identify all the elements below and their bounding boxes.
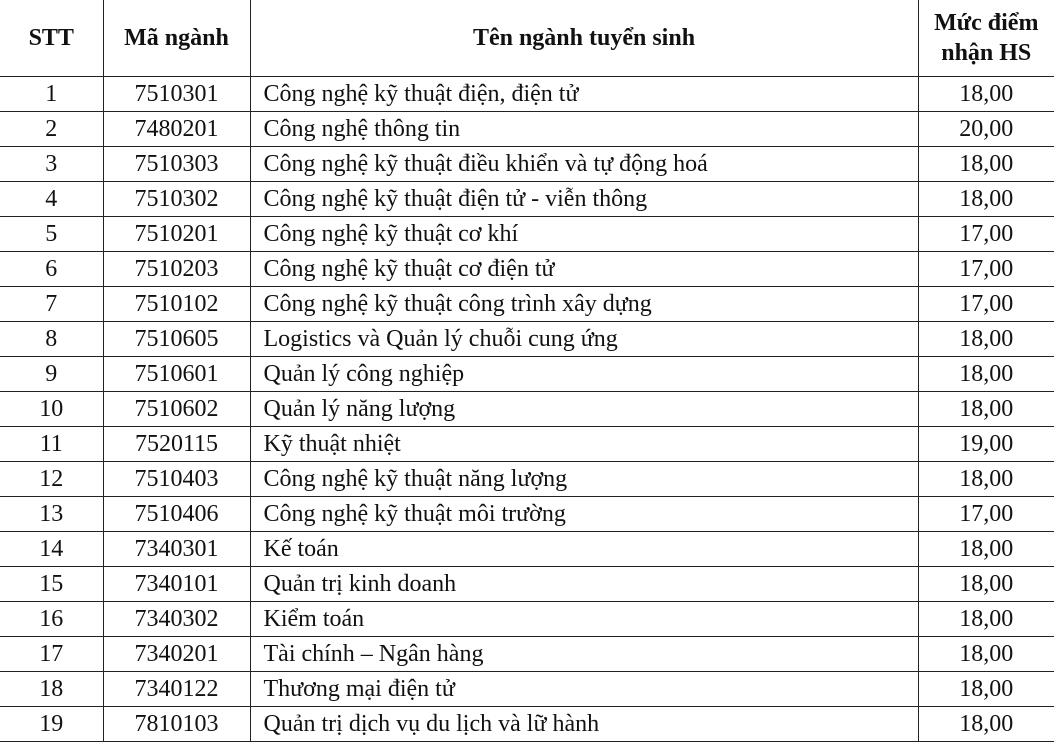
row-major-code: 7340301 (103, 532, 250, 567)
row-stt: 18 (0, 672, 103, 707)
row-major-name: Quản lý công nghiệp (250, 357, 918, 392)
table-row (0, 637, 1054, 672)
row-major-code: 7340122 (103, 672, 250, 707)
row-major-name: Công nghệ kỹ thuật năng lượng (250, 462, 918, 497)
header-row (0, 0, 1054, 77)
table-row (0, 252, 1054, 287)
row-major-code: 7510301 (103, 77, 250, 112)
row-stt: 16 (0, 602, 103, 637)
row-stt: 14 (0, 532, 103, 567)
row-major-code: 7510605 (103, 322, 250, 357)
row-score: 18,00 (918, 707, 1054, 742)
row-stt: 15 (0, 567, 103, 602)
header-stt: STT (0, 0, 103, 77)
row-major-name: Công nghệ kỹ thuật điện tử - viễn thông (250, 182, 918, 217)
row-stt: 1 (0, 77, 103, 112)
row-major-name: Công nghệ kỹ thuật công trình xây dựng (250, 287, 918, 322)
row-score: 18,00 (918, 147, 1054, 182)
row-major-name: Quản lý năng lượng (250, 392, 918, 427)
row-major-name: Quản trị kinh doanh (250, 567, 918, 602)
row-stt: 17 (0, 637, 103, 672)
row-major-name: Thương mại điện tử (250, 672, 918, 707)
row-stt: 11 (0, 427, 103, 462)
row-major-code: 7340201 (103, 637, 250, 672)
table-row (0, 217, 1054, 252)
row-major-code: 7340302 (103, 602, 250, 637)
row-major-name: Kế toán (250, 532, 918, 567)
row-major-code: 7510102 (103, 287, 250, 322)
row-major-code: 7510302 (103, 182, 250, 217)
header-score-line2: nhận HS (919, 38, 1054, 68)
table-row (0, 287, 1054, 322)
row-major-code: 7810103 (103, 707, 250, 742)
row-stt: 12 (0, 462, 103, 497)
row-major-code: 7510406 (103, 497, 250, 532)
row-stt: 7 (0, 287, 103, 322)
row-score: 17,00 (918, 497, 1054, 532)
row-major-name: Công nghệ kỹ thuật điện, điện tử (250, 77, 918, 112)
row-stt: 10 (0, 392, 103, 427)
table-row (0, 392, 1054, 427)
row-major-name: Công nghệ kỹ thuật điều khiển và tự động hoá (250, 147, 918, 182)
row-score: 18,00 (918, 602, 1054, 637)
table-row (0, 532, 1054, 567)
row-score: 20,00 (918, 112, 1054, 147)
table-row (0, 322, 1054, 357)
row-major-name: Công nghệ kỹ thuật môi trường (250, 497, 918, 532)
row-stt: 13 (0, 497, 103, 532)
table-body (0, 77, 1054, 742)
table-row (0, 77, 1054, 112)
row-score: 18,00 (918, 672, 1054, 707)
row-major-name: Tài chính – Ngân hàng (250, 637, 918, 672)
row-score: 19,00 (918, 427, 1054, 462)
row-stt: 19 (0, 707, 103, 742)
row-score: 17,00 (918, 287, 1054, 322)
table-row (0, 427, 1054, 462)
row-stt: 3 (0, 147, 103, 182)
row-major-name: Kiểm toán (250, 602, 918, 637)
row-major-name: Công nghệ thông tin (250, 112, 918, 147)
table-row (0, 182, 1054, 217)
row-major-name: Công nghệ kỹ thuật cơ khí (250, 217, 918, 252)
table-row (0, 462, 1054, 497)
row-stt: 4 (0, 182, 103, 217)
header-score-line1: Mức điểm (919, 8, 1054, 38)
row-major-name: Quản trị dịch vụ du lịch và lữ hành (250, 707, 918, 742)
row-score: 18,00 (918, 462, 1054, 497)
row-score: 18,00 (918, 567, 1054, 602)
header-major-name: Tên ngành tuyển sinh (250, 0, 918, 77)
table-row (0, 147, 1054, 182)
row-stt: 5 (0, 217, 103, 252)
table-row (0, 112, 1054, 147)
table-row (0, 567, 1054, 602)
row-score: 17,00 (918, 217, 1054, 252)
table-header (0, 0, 1054, 77)
row-score: 18,00 (918, 637, 1054, 672)
row-major-name: Logistics và Quản lý chuỗi cung ứng (250, 322, 918, 357)
row-stt: 8 (0, 322, 103, 357)
row-score: 18,00 (918, 392, 1054, 427)
row-major-code: 7510201 (103, 217, 250, 252)
row-major-code: 7340101 (103, 567, 250, 602)
row-score: 18,00 (918, 532, 1054, 567)
table-row (0, 602, 1054, 637)
row-major-code: 7510403 (103, 462, 250, 497)
row-score: 18,00 (918, 77, 1054, 112)
row-score: 18,00 (918, 182, 1054, 217)
row-stt: 2 (0, 112, 103, 147)
row-major-name: Công nghệ kỹ thuật cơ điện tử (250, 252, 918, 287)
table-row (0, 707, 1054, 742)
header-major-code: Mã ngành (103, 0, 250, 77)
row-major-name: Kỹ thuật nhiệt (250, 427, 918, 462)
header-score (918, 0, 1054, 77)
row-major-code: 7510601 (103, 357, 250, 392)
table-row (0, 357, 1054, 392)
row-major-code: 7510602 (103, 392, 250, 427)
row-major-code: 7510203 (103, 252, 250, 287)
table-row (0, 672, 1054, 707)
table-row (0, 497, 1054, 532)
row-major-code: 7510303 (103, 147, 250, 182)
row-stt: 6 (0, 252, 103, 287)
row-stt: 9 (0, 357, 103, 392)
row-major-code: 7520115 (103, 427, 250, 462)
row-major-code: 7480201 (103, 112, 250, 147)
row-score: 18,00 (918, 357, 1054, 392)
row-score: 17,00 (918, 252, 1054, 287)
row-score: 18,00 (918, 322, 1054, 357)
